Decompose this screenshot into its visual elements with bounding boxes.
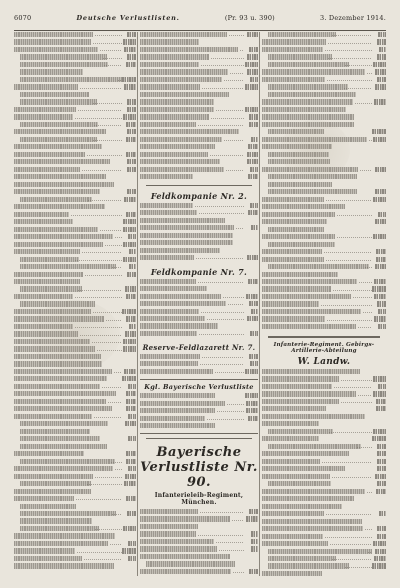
page-header bbox=[14, 14, 386, 31]
text-line bbox=[140, 423, 258, 430]
right-column bbox=[262, 32, 386, 576]
text-line bbox=[14, 257, 136, 264]
text-line bbox=[14, 219, 136, 226]
text-line bbox=[262, 324, 386, 331]
text-line bbox=[14, 249, 136, 256]
text-line bbox=[140, 203, 258, 210]
text-line bbox=[262, 414, 386, 421]
text-line bbox=[262, 399, 386, 406]
text-line bbox=[262, 496, 386, 503]
text-line bbox=[140, 316, 258, 323]
text-line bbox=[140, 218, 258, 225]
text-line bbox=[262, 234, 386, 241]
text-line bbox=[14, 54, 136, 61]
text-line bbox=[14, 526, 136, 533]
issue-number: (Pr. 93 u. 390) bbox=[224, 14, 275, 22]
text-line bbox=[14, 152, 136, 159]
column-divider bbox=[259, 32, 260, 576]
text-line bbox=[262, 69, 386, 76]
text-line bbox=[140, 210, 258, 217]
section-heading: Reserve-Feldlazarett Nr. 7. bbox=[142, 342, 256, 352]
section-subtitle: Infanterie-Regiment. Gebirgs-Artillerie-Abteilung bbox=[273, 341, 375, 354]
text-line bbox=[262, 511, 386, 518]
text-line bbox=[262, 489, 386, 496]
text-line bbox=[14, 197, 136, 204]
text-line bbox=[14, 548, 136, 555]
text-line bbox=[262, 257, 386, 264]
text-line bbox=[262, 534, 386, 541]
text-line bbox=[14, 77, 136, 84]
text-line bbox=[14, 122, 136, 129]
text-line bbox=[262, 39, 386, 46]
text-line bbox=[14, 137, 136, 144]
text-line bbox=[140, 47, 258, 54]
text-line bbox=[262, 99, 386, 106]
text-line bbox=[140, 286, 258, 293]
text-line bbox=[140, 323, 258, 330]
text-line bbox=[140, 77, 258, 84]
text-line bbox=[14, 436, 136, 443]
text-line bbox=[14, 204, 136, 211]
text-line bbox=[140, 401, 258, 408]
text-line bbox=[140, 92, 258, 99]
text-line bbox=[262, 429, 386, 436]
text-line bbox=[262, 391, 386, 398]
text-line bbox=[14, 504, 136, 511]
text-line bbox=[140, 152, 258, 159]
list-subtitle: Infanterieleib-Regiment, München. bbox=[154, 491, 244, 506]
text-line bbox=[262, 249, 386, 256]
section-heading: Feldkompanie Nr. 2. bbox=[150, 190, 248, 201]
text-line bbox=[14, 47, 136, 54]
text-line bbox=[14, 474, 136, 481]
text-line bbox=[140, 361, 258, 368]
text-line bbox=[140, 99, 258, 106]
text-line bbox=[14, 279, 136, 286]
text-line bbox=[140, 233, 258, 240]
text-line bbox=[262, 294, 386, 301]
column-divider bbox=[137, 32, 138, 576]
text-line bbox=[140, 69, 258, 76]
text-line bbox=[262, 451, 386, 458]
text-line bbox=[262, 204, 386, 211]
text-line bbox=[14, 144, 136, 151]
text-line bbox=[262, 272, 386, 279]
text-line bbox=[140, 516, 258, 523]
text-line bbox=[140, 54, 258, 61]
text-line bbox=[14, 533, 136, 540]
text-line bbox=[262, 62, 386, 69]
text-line bbox=[262, 286, 386, 293]
text-line bbox=[140, 546, 258, 553]
text-line bbox=[14, 129, 136, 136]
text-line bbox=[262, 77, 386, 84]
section-box bbox=[140, 379, 258, 433]
text-line bbox=[140, 539, 258, 546]
text-line bbox=[14, 459, 136, 466]
text-line bbox=[140, 393, 258, 400]
text-line bbox=[140, 309, 258, 316]
journal-title: Deutsche Verlustlisten. bbox=[76, 14, 180, 22]
text-line bbox=[140, 174, 258, 181]
text-line bbox=[262, 84, 386, 91]
list-title: Bayerische Verlustliste Nr. 90. bbox=[140, 444, 258, 490]
text-line bbox=[14, 421, 136, 428]
text-line bbox=[14, 489, 136, 496]
text-line bbox=[14, 481, 136, 488]
section-rule bbox=[146, 438, 252, 439]
text-line bbox=[262, 54, 386, 61]
section-heading: W. Landw. bbox=[297, 356, 351, 367]
text-line bbox=[140, 248, 258, 255]
page-number: 6070 bbox=[14, 14, 32, 22]
text-line bbox=[14, 227, 136, 234]
text-line bbox=[262, 481, 386, 488]
text-line bbox=[14, 264, 136, 271]
text-line bbox=[14, 496, 136, 503]
text-line bbox=[14, 414, 136, 421]
issue-date: 3. Dezember 1914. bbox=[320, 14, 386, 22]
text-line bbox=[262, 519, 386, 526]
text-line bbox=[140, 255, 258, 262]
text-line bbox=[14, 286, 136, 293]
text-line bbox=[14, 107, 136, 114]
text-line bbox=[14, 182, 136, 189]
text-line bbox=[14, 399, 136, 406]
text-line bbox=[262, 504, 386, 511]
section-rule bbox=[268, 336, 380, 337]
text-line bbox=[14, 167, 136, 174]
text-line bbox=[140, 159, 258, 166]
text-line bbox=[14, 556, 136, 563]
text-line bbox=[14, 39, 136, 46]
text-line bbox=[140, 84, 258, 91]
text-line bbox=[14, 563, 136, 570]
text-line bbox=[262, 406, 386, 413]
text-line bbox=[262, 369, 386, 376]
text-line bbox=[140, 569, 258, 576]
text-line bbox=[14, 466, 136, 473]
text-line bbox=[14, 234, 136, 241]
text-line bbox=[262, 264, 386, 271]
text-line bbox=[14, 159, 136, 166]
text-line bbox=[14, 541, 136, 548]
text-line bbox=[140, 137, 258, 144]
text-line bbox=[140, 531, 258, 538]
text-line bbox=[262, 197, 386, 204]
text-line bbox=[14, 32, 136, 39]
text-line bbox=[140, 129, 258, 136]
text-line bbox=[140, 62, 258, 69]
text-line bbox=[14, 511, 136, 518]
text-line bbox=[14, 92, 136, 99]
text-line bbox=[140, 301, 258, 308]
text-line bbox=[140, 39, 258, 46]
text-line bbox=[262, 279, 386, 286]
text-line bbox=[262, 92, 386, 99]
text-line bbox=[262, 444, 386, 451]
text-line bbox=[14, 84, 136, 91]
text-line bbox=[140, 225, 258, 232]
text-line bbox=[262, 541, 386, 548]
paper-stain bbox=[280, 120, 350, 180]
text-line bbox=[14, 429, 136, 436]
text-line bbox=[14, 384, 136, 391]
text-line bbox=[262, 301, 386, 308]
text-line bbox=[262, 189, 386, 196]
text-line bbox=[14, 451, 136, 458]
text-line bbox=[262, 563, 386, 570]
text-line bbox=[140, 167, 258, 174]
text-line bbox=[262, 242, 386, 249]
text-line bbox=[262, 32, 386, 39]
text-line bbox=[14, 114, 136, 121]
text-line bbox=[14, 62, 136, 69]
text-line bbox=[262, 571, 386, 576]
text-line bbox=[262, 459, 386, 466]
text-line bbox=[262, 421, 386, 428]
text-line bbox=[262, 474, 386, 481]
text-line bbox=[14, 518, 136, 525]
text-line bbox=[14, 406, 136, 413]
section-heading: Kgl. Bayerische Verlustliste bbox=[144, 383, 254, 392]
middle-column bbox=[140, 32, 258, 576]
text-line bbox=[140, 416, 258, 423]
text-line bbox=[14, 174, 136, 181]
text-line bbox=[14, 189, 136, 196]
text-line bbox=[262, 526, 386, 533]
text-line bbox=[262, 316, 386, 323]
text-line bbox=[14, 69, 136, 76]
text-line bbox=[262, 227, 386, 234]
text-line bbox=[262, 219, 386, 226]
text-line bbox=[140, 114, 258, 121]
text-line bbox=[140, 408, 258, 415]
text-line bbox=[262, 556, 386, 563]
text-line bbox=[140, 122, 258, 129]
text-line bbox=[140, 331, 258, 338]
paper-stain bbox=[30, 300, 120, 370]
text-line bbox=[140, 240, 258, 247]
text-line bbox=[14, 212, 136, 219]
text-line bbox=[14, 272, 136, 279]
text-line bbox=[262, 182, 386, 189]
text-line bbox=[14, 376, 136, 383]
text-line bbox=[262, 114, 386, 121]
text-line bbox=[140, 294, 258, 301]
text-line bbox=[262, 309, 386, 316]
text-line bbox=[262, 466, 386, 473]
text-line bbox=[140, 107, 258, 114]
text-line bbox=[140, 354, 258, 361]
text-line bbox=[140, 554, 258, 561]
section-heading: Feldkompanie Nr. 7. bbox=[150, 266, 248, 277]
text-line bbox=[140, 561, 258, 568]
text-line bbox=[140, 32, 258, 39]
text-line bbox=[140, 509, 258, 516]
text-line bbox=[262, 436, 386, 443]
text-line bbox=[262, 376, 386, 383]
text-line bbox=[140, 144, 258, 151]
text-line bbox=[140, 524, 258, 531]
text-line bbox=[140, 279, 258, 286]
text-line bbox=[140, 369, 258, 376]
text-line bbox=[14, 99, 136, 106]
text-line bbox=[262, 212, 386, 219]
text-line bbox=[262, 107, 386, 114]
text-line bbox=[14, 242, 136, 249]
text-line bbox=[262, 47, 386, 54]
text-line bbox=[262, 384, 386, 391]
section-rule bbox=[146, 185, 252, 186]
text-line bbox=[262, 549, 386, 556]
text-line bbox=[14, 391, 136, 398]
text-line bbox=[14, 444, 136, 451]
